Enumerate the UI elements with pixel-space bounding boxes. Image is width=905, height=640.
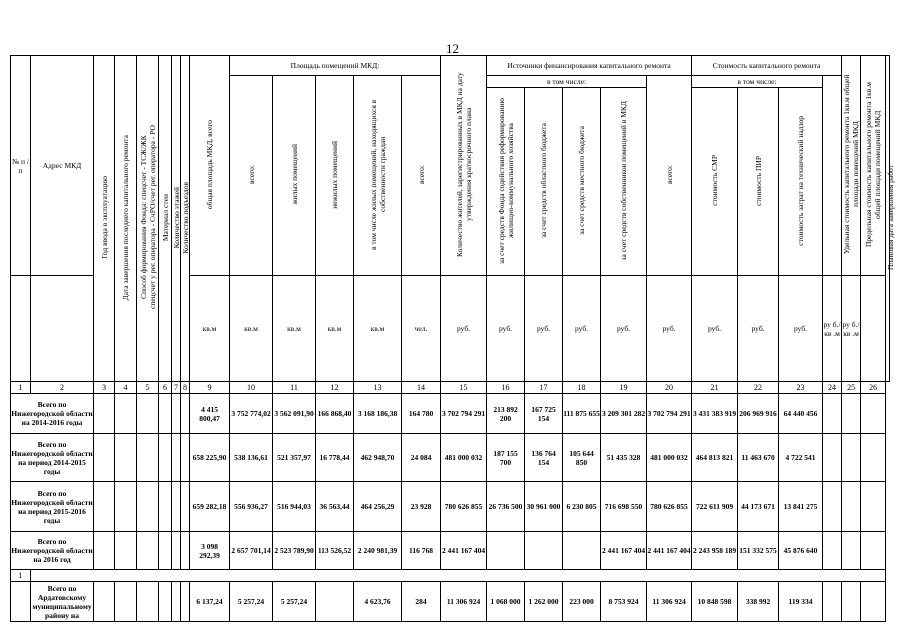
cell: 722 611 909 [692,482,738,532]
cell [563,532,601,570]
cell: 206 969 916 [738,394,779,434]
header-area-citizens: в том числе жилых помещений, находящихся в собственности граждан [368,99,387,250]
cell: 166 868,40 [316,394,354,434]
unit-c14: чел. [402,276,441,382]
unit-c10: кв.м [230,276,273,382]
row-address: Всего по Ардатовскому муниципальному району на [32,583,92,620]
cell: 2 441 167 404 [647,532,692,570]
header-supervision-cost: стоимость затрат на технический надзор [796,115,806,246]
unit-c17: руб. [525,276,563,382]
header-floors: Количество этажей [172,186,181,249]
header-owners-funds: за счет средств собственников помещений в МКД [619,100,629,261]
section-number: 1 [11,570,31,582]
cell: 538 136,61 [230,434,273,482]
header-area-residential: жилых помещений [289,144,299,205]
cell: 164 780 [402,394,441,434]
cell: 2 441 167 404 [441,532,487,570]
row-address: Всего по Нижегородской области на 2014-2016 годы [11,394,94,434]
header-max-cost: Предельная стоимость капитального ремонта 1кв.м общей площади помещений МКД [864,82,883,247]
cell: 780 626 855 [647,482,692,532]
page-number: 12 [446,41,459,56]
unit-c18: руб. [563,276,601,382]
table-row [11,532,890,570]
unit-c19: руб. [601,276,647,382]
cell: 2 523 789,90 [273,532,316,570]
cell: 3 702 794 291 [441,394,487,434]
cell: 3 562 091,90 [273,394,316,434]
col-num: 14 [402,382,441,394]
cell: 187 155 700 [487,434,525,482]
col-num: 5 [137,382,159,394]
header-year-built: Год ввода в эксплуатацию [99,176,109,259]
cell: 3 098 292,39 [190,532,230,570]
header-last-repair-date: Дата завершения последнего капитального ремонта [121,134,130,301]
cell: 3 168 186,38 [354,394,402,434]
col-num: 12 [316,382,354,394]
cell [487,532,525,570]
table-row [11,482,890,532]
cell [316,582,354,622]
cell: 4 415 800,47 [190,394,230,434]
header-finance-group: Источники финансирования капитального ремонта [487,56,692,76]
unit-c15: руб. [441,276,487,382]
cell: 658 225,90 [190,434,230,482]
unit-c21: руб. [692,276,738,382]
unit-c12: кв.м [316,276,354,382]
cell: 6 137,24 [190,582,230,622]
cell: 462 948,70 [354,434,402,482]
cell: 64 440 456 [779,394,823,434]
cell: 213 892 200 [487,394,525,434]
header-smr-cost: стоимость СМР [710,155,720,206]
unit-c9: кв.м [190,276,230,382]
cell: 5 257,24 [273,582,316,622]
col-num: 26 [861,382,886,394]
col-num: 16 [487,382,525,394]
cell: 3 752 774,02 [230,394,273,434]
cell: 3 209 301 282 [601,394,647,434]
cell: 10 848 598 [692,582,738,622]
col-num: 18 [563,382,601,394]
unit-c24: ру б./ кв .м [823,276,842,382]
header-cost-incl: в том числе: [692,76,823,88]
unit-c20: руб. [647,276,692,382]
header-cost-total: всего: [664,165,674,184]
cell: 26 736 500 [487,482,525,532]
cell: 151 332 575 [738,532,779,570]
cell: 136 764 154 [525,434,563,482]
cell: 116 768 [402,532,441,570]
col-num: 24 [823,382,842,394]
header-planned-date: Плановая дата завершения работ [886,164,896,271]
cell: 6 230 805 [563,482,601,532]
header-address: Адрес МКД [31,56,94,276]
header-number: № п / п [11,56,31,276]
cell: 464 256,29 [354,482,402,532]
col-num: 2 [31,382,94,394]
cell: 4 623,76 [354,582,402,622]
cell: 111 875 655 [563,394,601,434]
col-num: 20 [647,382,692,394]
cell: 481 000 032 [441,434,487,482]
cell: 1 068 000 [487,582,525,622]
cell: 2 441 167 404 [601,532,647,570]
col-num: 3 [94,382,115,394]
header-fund-reform: за счет средств Фонда содействия реформированию жилищно-коммунального хозяйства [496,97,515,264]
cell: 556 936,27 [230,482,273,532]
cell: 780 626 855 [441,482,487,532]
cell: 16 778,44 [316,434,354,482]
cell: 284 [402,582,441,622]
header-unit-cost: Удельная стоимость капитального ремонта 1кв.м общей площади помещений МКД [842,74,861,255]
header-pir-cost: стоимость ПИР [753,155,763,206]
unit-c13: кв.м [354,276,402,382]
cell: 11 463 670 [738,434,779,482]
header-entrances: Количество подъездов [181,181,190,254]
cell: 338 992 [738,582,779,622]
unit-c25: ру б./ кв .м [842,276,861,382]
table-row [11,434,890,482]
header-area-group: Площадь помещений МКД: [230,56,441,76]
header-total-area: общая площадь МКД, всего [205,119,214,210]
cell [525,532,563,570]
table-row [11,394,890,434]
cell: 1 262 000 [525,582,563,622]
col-num: 22 [738,382,779,394]
col-num: 8 [181,382,190,394]
cell: 659 282,18 [190,482,230,532]
cell: 11 306 924 [441,582,487,622]
cell: 167 725 154 [525,394,563,434]
capital-repair-table [10,55,896,622]
cell: 481 000 032 [647,434,692,482]
cell: 105 644 850 [563,434,601,482]
header-cost-group: Стоимость капитального ремонта [692,56,842,76]
cell: 23 928 [402,482,441,532]
col-num: 19 [601,382,647,394]
col-num: 10 [230,382,273,394]
col-num: 9 [190,382,230,394]
cell: 36 563,44 [316,482,354,532]
col-num: 13 [354,382,402,394]
cell: 716 698 550 [601,482,647,532]
cell: 2 243 958 189 [692,532,738,570]
table-row [11,582,890,622]
cell: 13 841 275 [779,482,823,532]
col-num: 4 [115,382,137,394]
cell: 2 657 701,14 [230,532,273,570]
cell: 51 435 328 [601,434,647,482]
header-fund-method: Способ формирования Фонда: спецсчет - ТСЖ/ЖК спецсчет у рег. оператора - СчРО/счет рег. оператора - РО [138,125,157,310]
cell: 521 357,97 [273,434,316,482]
cell: 119 334 [779,582,823,622]
row-address: Всего по Нижегородской области на период 2015-2016 годы [11,482,94,532]
cell: 45 876 640 [779,532,823,570]
header-regional-budget: за счет средств областного бюджета [539,122,549,239]
cell: 44 173 671 [738,482,779,532]
header-finance-total: всего: [416,165,426,184]
cell: 24 084 [402,434,441,482]
cell: 516 944,03 [273,482,316,532]
header-local-budget: за счет средств местного бюджета [577,126,587,235]
header-area-total: всего: [246,165,256,184]
col-num: 25 [842,382,861,394]
col-num: 7 [172,382,181,394]
header-area-nonresidential: нежилых помещений [330,140,339,209]
cell: 2 240 981,39 [354,532,402,570]
col-num: 6 [159,382,172,394]
cell: 464 813 821 [692,434,738,482]
col-num: 23 [779,382,823,394]
header-finance-incl: в том числе: [487,76,647,88]
cell: 4 722 541 [779,434,823,482]
header-wall-material: Материал стен [160,193,170,242]
col-num: 15 [441,382,487,394]
cell: 3 702 794 291 [647,394,692,434]
col-num: 11 [273,382,316,394]
cell: 8 753 924 [601,582,647,622]
header-residents: Количество жителей, зарегистрированных в МКД на дату утверждения краткосрочного плана [454,72,473,257]
col-num: 21 [692,382,738,394]
unit-c23: руб. [779,276,823,382]
col-num: 17 [525,382,563,394]
cell: 3 431 383 919 [692,394,738,434]
cell: 223 000 [563,582,601,622]
row-address: Всего по Нижегородской области на 2016 год [11,532,94,570]
cell: 30 961 000 [525,482,563,532]
unit-c22: руб. [738,276,779,382]
row-address: Всего по Нижегородской области на период 2014-2015 годы [11,434,94,482]
cell: 11 306 924 [647,582,692,622]
col-num: 1 [11,382,31,394]
unit-c11: кв.м [273,276,316,382]
cell: 113 526,52 [316,532,354,570]
cell: 5 257,24 [230,582,273,622]
unit-c16: руб. [487,276,525,382]
